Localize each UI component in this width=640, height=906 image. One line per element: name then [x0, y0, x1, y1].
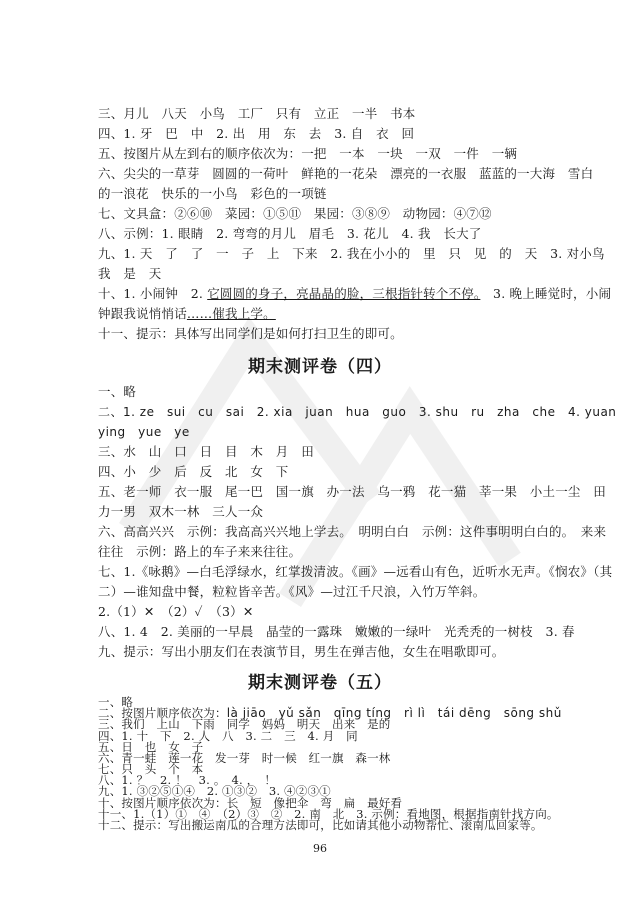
- answer-line: 七、文具盒：②⑥⑩ 菜园：①⑤⑪ 果园：③⑧⑨ 动物园：④⑦⑫: [98, 206, 492, 221]
- answer-line: 六、青一蛙 莲一花 发一芽 时一候 红一旗 森一林: [98, 750, 391, 765]
- line-text: 3. 晚上睡觉时，小闹: [480, 286, 612, 301]
- page-number: 96: [313, 842, 327, 855]
- answer-line: 往往 示例：路上的车子来来往往。: [98, 544, 302, 559]
- section-heading-4: 期末测评卷（四）: [248, 357, 392, 377]
- answer-line-10-cont: [98, 306, 276, 322]
- answer-line: 一、略: [98, 384, 137, 399]
- answer-line: 九、提示：写出小朋友们在表演节目，男生在弹吉他，女生在唱歌即可。: [98, 644, 505, 659]
- answer-line: 五、日 也 女 子: [98, 739, 204, 754]
- answer-line: 三、我们 上山 下雨 同学 妈妈 明天 出来 是的: [98, 717, 391, 732]
- answer-line: 六、尖尖的一草芽 圆圆的一荷叶 鲜艳的一花朵 漂亮的一衣服 蓝蓝的一大海 雪白: [98, 166, 594, 181]
- section-heading-5: 期末测评卷（五）: [248, 673, 392, 693]
- answer-line: 力一男 双木一林 三人一众: [98, 504, 264, 519]
- answer-line: 八、1. ？ 2. ！ 3. 。 4. ， ！: [98, 773, 277, 788]
- answer-line: 九、1. ③②⑤①④ 2. ①③② 3. ④②③①: [98, 784, 331, 799]
- underlined-text: ……催我上学。: [186, 306, 276, 321]
- answer-line: 十一、1.（1）① ④ （2）③ ② 2. 南 北 3. 示例：看地图，根据指南针找方向。: [98, 806, 559, 821]
- answer-line: 十、按图片顺序依次为：长 短 像把伞 弯 扁 最好看: [98, 795, 403, 810]
- underlined-text: 它圆圆的身子，亮晶晶的脸，三根指针转个不停。: [207, 286, 481, 301]
- line-text: 钟跟我说悄悄话: [98, 306, 187, 321]
- answer-line-10: [98, 286, 611, 302]
- answer-line: 二）—谁知盘中餐，粒粒皆辛苦。《风》—过江千尺浪，入竹万竿斜。: [98, 584, 486, 599]
- answer-line: 我 是 天: [98, 266, 162, 281]
- answer-line: 四、1. 牙 巴 中 2. 出 用 东 去 3. 自 衣 回: [98, 126, 415, 141]
- answer-line: 十一、提示：具体写出同学们是如何打扫卫生的即可。: [98, 326, 403, 341]
- line-text: 十、1. 小闹钟 2.: [98, 286, 208, 301]
- answer-line: 三、月儿 八天 小鸟 工厂 只有 立正 一半 书本: [98, 106, 416, 121]
- answer-line: 七、只 头 个 本: [98, 762, 204, 777]
- answer-line: 一、略: [98, 695, 134, 709]
- answer-line: 四、1. 十 下 2. 人 八 3. 二 三 4. 月 同: [98, 728, 358, 743]
- answer-line-pinyin: ying yue ye: [98, 425, 190, 439]
- answer-line: 三、水 山 口 日 目 木 月 田: [98, 444, 314, 459]
- answer-line: 八、1. 4 2. 美丽的一早晨 晶莹的一露珠 嫩嫩的一绿叶 光秃秃的一树枝 3. 春: [98, 624, 575, 639]
- answer-line: 九、1. 天 了 了 一 子 上 下来 2. 我在小小的 里 只 见 的 天 3. 对小鸟: [98, 246, 605, 261]
- answer-line: 八、示例：1. 眼睛 2. 弯弯的月儿 眉毛 3. 花儿 4. 我 长大了: [98, 226, 482, 241]
- answer-line: 六、高高兴兴 示例：我高高兴兴地上学去。 明明白白 示例：这件事明明白白的。 来来: [98, 524, 607, 539]
- answer-line: 四、小 少 后 反 北 女 下: [98, 464, 289, 479]
- answer-line: 五、按图片从左到右的顺序依次为：一把 一本 一块 一双 一件 一辆: [98, 146, 518, 161]
- answer-line: 的一浪花 快乐的一小鸟 彩色的一项链: [98, 186, 327, 201]
- line-text: 二、按图片顺序依次为：: [98, 706, 227, 721]
- answer-line: 五、老一师 衣一服 尾一巴 国一旗 办一法 乌一鸦 花一猫 莘一果 小土一尘 田: [98, 484, 607, 499]
- answer-line: 十二、提示：写出搬运南瓜的合理方法即可，比如请其他小动物帮忙、滚南瓜回家等。: [98, 818, 543, 832]
- pinyin-text: là jiāo yǔ sǎn qīng tíng rì lì tái dēng sōng shǔ: [226, 706, 562, 721]
- answer-line: 七、1.《咏鹅》—白毛浮绿水，红掌拨清波。《画》—远看山有色，近听水无声。《悯农》（其: [98, 564, 613, 579]
- answer-line: 2.（1）✕ （2）✓ （3）✕: [98, 604, 254, 619]
- answer-line-pinyin: 二、1. ze sui cu sai 2. xia juan hua guo 3. shu ru zha che 4. yuan: [98, 405, 617, 419]
